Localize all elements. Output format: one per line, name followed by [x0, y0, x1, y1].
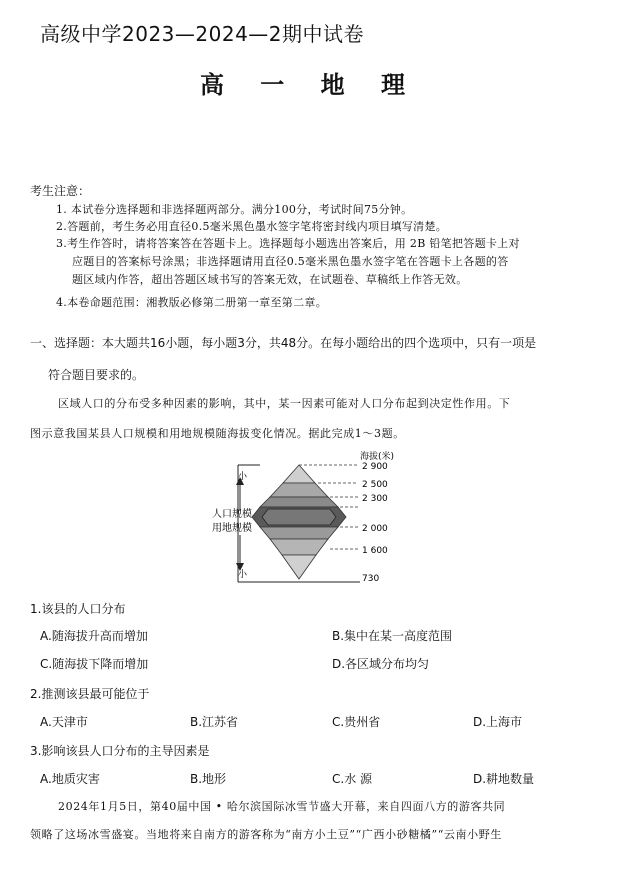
option-a: A.地质灾害	[40, 772, 100, 786]
option-b: B.集中在某一高度范围	[332, 629, 453, 643]
option-b: B.地形	[190, 772, 227, 786]
altitude-tick: 1 600	[362, 546, 388, 556]
option-d: D.各区域分布均匀	[332, 657, 430, 671]
altitude-population-diagram	[200, 447, 410, 587]
bottom-small-label: 小	[238, 570, 248, 580]
left-label-population: 人口规模	[212, 509, 252, 520]
top-small-label: 小	[238, 472, 248, 482]
question-stem: 2.推测该县最可能位于	[30, 687, 150, 701]
option-b: B.江苏省	[190, 715, 239, 729]
option-c: C.随海拔下降而增加	[40, 657, 149, 671]
option-c: C.水 源	[332, 772, 373, 786]
subject-title: 高 一 地 理	[199, 71, 420, 99]
option-a: A.随海拔升高而增加	[40, 629, 148, 643]
notice-item: 3.考生作答时，请将答案答在答题卡上。选择题每小题选出答案后，用 2B 铅笔把答题卡上对	[56, 237, 520, 250]
question-stem: 1.该县的人口分布	[30, 602, 126, 616]
option-a: A.天津市	[40, 715, 88, 729]
section-heading: 一、选择题：本大题共16小题，每小题3分，共48分。在每小题给出的四个选项中，只有一项是	[30, 336, 537, 350]
option-c: C.贵州省	[332, 715, 381, 729]
notice-item: 1. 本试卷分选择题和非选择题两部分。满分100分，考试时间75分钟。	[56, 203, 413, 216]
left-label-landuse: 用地规模	[212, 523, 252, 534]
notice-item: 4.本卷命题范围：湘教版必修第二册第一章至第二章。	[56, 296, 327, 309]
axis-title: 海拔(米)	[360, 452, 395, 462]
passage-text: 领略了这场冰雪盛宴。当地将来自南方的游客称为“南方小土豆”“广西小砂糖橘”“云南小野生	[30, 828, 502, 841]
notice-item: 2.答题前，考生务必用直径0.5毫米黑色墨水签字笔将密封线内项目填写清楚。	[56, 220, 448, 233]
notice-item: 应题目的答案标号涂黑；非选择题请用直径0.5毫米黑色墨水签字笔在答题卡上各题的答	[72, 255, 509, 268]
option-d: D.上海市	[473, 715, 523, 729]
section-heading-cont: 符合题目要求的。	[48, 368, 145, 382]
passage-text: 图示意我国某县人口规模和用地规模随海拔变化情况。据此完成1～3题。	[30, 427, 405, 440]
altitude-tick: 2 500	[362, 480, 388, 490]
passage-text: 区域人口的分布受多种因素的影响，其中，某一因素可能对人口分布起到决定性作用。下	[58, 397, 511, 410]
altitude-tick: 2 000	[362, 524, 388, 534]
altitude-tick: 2 900	[362, 462, 388, 472]
option-d: D.耕地数量	[473, 772, 535, 786]
notice-item: 题区域内作答，超出答题区域书写的答案无效，在试题卷、草稿纸上作答无效。	[72, 273, 468, 286]
question-stem: 3.影响该县人口分布的主导因素是	[30, 744, 210, 758]
altitude-tick: 2 300	[362, 494, 388, 504]
altitude-tick: 730	[362, 574, 380, 584]
exam-header-title: 高级中学2023—2024—2期中试卷	[40, 22, 365, 46]
passage-text: 2024年1月5日，第40届中国 • 哈尔滨国际冰雪节盛大开幕，来自四面八方的游客共同	[58, 800, 506, 813]
notice-title: 考生注意：	[30, 184, 91, 198]
